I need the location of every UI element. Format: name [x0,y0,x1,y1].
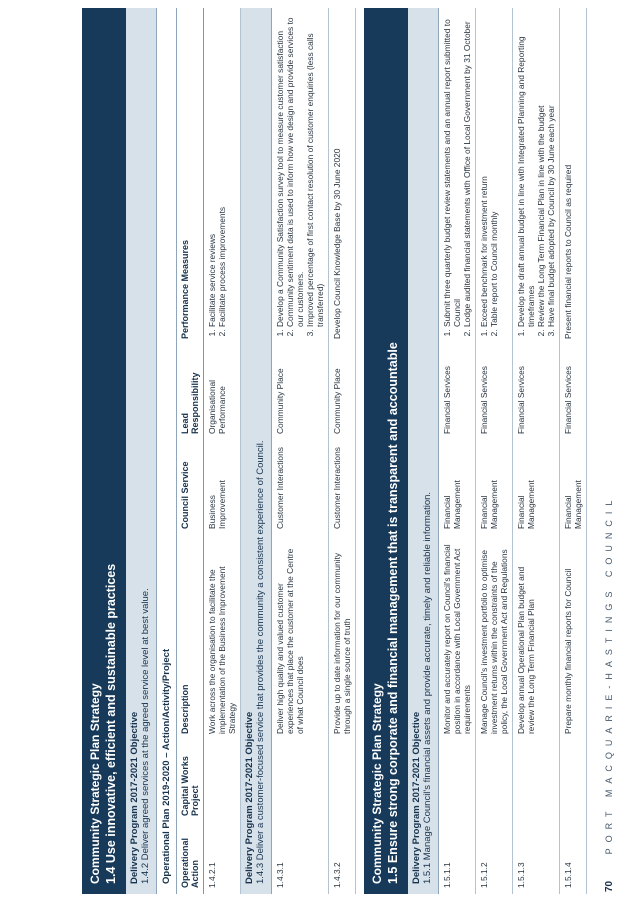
table-row [272,8,329,894]
col-header-service: Council Service [177,440,204,535]
performance-measures [439,8,476,345]
council-service: Business Improvement [204,440,241,535]
action-code: 1.5.1.2 [476,822,513,894]
lead-responsibility: Community Place [329,345,356,440]
col-header-description: Description [177,535,204,740]
measure-item: 1. Facilitate service reviews [207,14,217,327]
council-service: Financial Management [513,440,560,535]
table-row [513,8,560,894]
col-header-capital: Capital Works Project [177,740,204,822]
measure-item: 2. Community sentiment data is used to inform how we design and provide services to our customers. [285,14,305,327]
action-description: Monitor and accurately report on Council's financial position in accordance with Local Government Act requirements [439,535,476,740]
capital-works [329,740,356,822]
actions-table [177,8,241,894]
objective-text: 1.4.2 Deliver agreed services at the agreed service level at best value. [140,588,151,884]
performance-measures: Develop Council Knowledge Base by 30 June 2020 [329,8,356,345]
col-header-action: Operational Action [177,822,204,894]
capital-works [204,740,241,822]
strategy-heading: Community Strategic Plan Strategy [370,683,384,884]
action-code: 1.4.2.1 [204,822,241,894]
capital-works [439,740,476,822]
strategy-title: 1.5 Ensure strong corporate and financial management that is transparent and accountable [386,342,400,884]
action-description: Prepare monthly financial reports for Council [560,535,587,740]
action-code: 1.4.3.2 [329,822,356,894]
council-service: Financial Management [560,440,587,535]
lead-responsibility: Financial Services [476,345,513,440]
measure-item: 2. Table report to Council monthly [489,14,499,327]
page-number: 70 [604,880,615,892]
table-row [329,8,356,894]
table-row [439,8,476,894]
measure-item: 2. Facilitate process improvements [217,14,227,327]
capital-works [476,740,513,822]
lead-responsibility: Financial Services [439,345,476,440]
capital-works [272,740,329,822]
objective-label: Delivery Program 2017-2021 Objective [244,711,255,884]
table-row [560,8,587,894]
performance-measures [476,8,513,345]
performance-measures [204,8,241,345]
lead-responsibility: Financial Services [513,345,560,440]
measure-item: 1. Develop a Community Satisfaction survey tool to measure customer satisfaction [275,14,285,327]
action-code: 1.5.1.1 [439,822,476,894]
strategy-heading: Community Strategic Plan Strategy [88,683,102,884]
objective-text: 1.5.1 Manage Council's financial assets and provide accurate, timely and reliable information. [422,491,433,884]
col-header-measures: Performance Measures [177,8,204,345]
capital-works [560,740,587,822]
objective-label: Delivery Program 2017-2021 Objective [411,711,422,884]
action-description: Provide up to date information for our community through a single source of truth [329,535,356,740]
action-code: 1.5.1.4 [560,822,587,894]
col-header-lead: Lead Responsibility [177,345,204,440]
action-code: 1.4.3.1 [272,822,329,894]
action-code: 1.5.1.3 [513,822,560,894]
strategy-title: 1.4 Use innovative, efficient and sustainable practices [104,563,118,884]
performance-measures [513,8,560,345]
council-service: Financial Management [476,440,513,535]
council-name: PORT MACQUARIE-HASTINGS COUNCIL [604,494,614,855]
measure-item: 2. Review the Long Term Financial Plan in line with the budget [536,14,546,327]
objective-text: 1.4.3 Deliver a customer-focused service that provides the community a consistent experience of Council. [255,440,266,884]
lead-responsibility: Financial Services [560,345,587,440]
table-row [476,8,513,894]
objective-band-1-4-2 [126,8,157,894]
council-service: Financial Management [439,440,476,535]
page-footer [604,12,615,892]
capital-works [513,740,560,822]
strategy-band-1-5 [364,8,408,894]
table-row [204,8,241,894]
council-service: Customer Interactions [272,440,329,535]
performance-measures: Present financial reports to Council as required [560,8,587,345]
action-description: Develop annual Operational Plan budget and review the Long Term Financial Plan [513,535,560,740]
council-service: Customer Interactions [329,440,356,535]
action-description: Work across the organisation to facilitate the implementation of the Business Improvement Strategy [204,535,241,740]
action-description: Deliver high quality and valued customer experiences that place the customer at the Centre of what Council does [272,535,329,740]
action-description: Manage Council's investment portfolio to optimise investment returns within the constraints of the policy, the Local Government Act and Regulations [476,535,513,740]
objective-band-1-4-3 [241,8,272,894]
operational-plan-panel [82,8,587,894]
strategy-band-1-4 [82,8,126,894]
measure-item: 1. Submit three quarterly budget review statements and an annual report submitted to Council [442,14,462,327]
actions-table [272,8,356,894]
operational-plan-heading: Operational Plan 2019-2020 – Action/Activity/Project [157,8,177,894]
measure-item: 1. Develop the draft annual budget in line with Integrated Planning and Reporting timeframes [516,14,536,327]
lead-responsibility: Organisational Performance [204,345,241,440]
table-header-row [177,8,204,894]
measure-item: 3. Have final budget adopted by Council by 30 June each year [546,14,556,327]
actions-table [439,8,587,894]
objective-band-1-5-1 [408,8,439,894]
lead-responsibility: Community Place [272,345,329,440]
measure-item: 3. Improved percentage of first contact resolution of customer enquiries (less calls transferred) [305,14,325,327]
objective-label: Delivery Program 2017-2021 Objective [129,711,140,884]
measure-item: 2. Lodge audited financial statements with Office of Local Government by 31 October [462,14,472,327]
measure-item: 1. Exceed benchmark for investment return [479,14,489,327]
performance-measures [272,8,329,345]
